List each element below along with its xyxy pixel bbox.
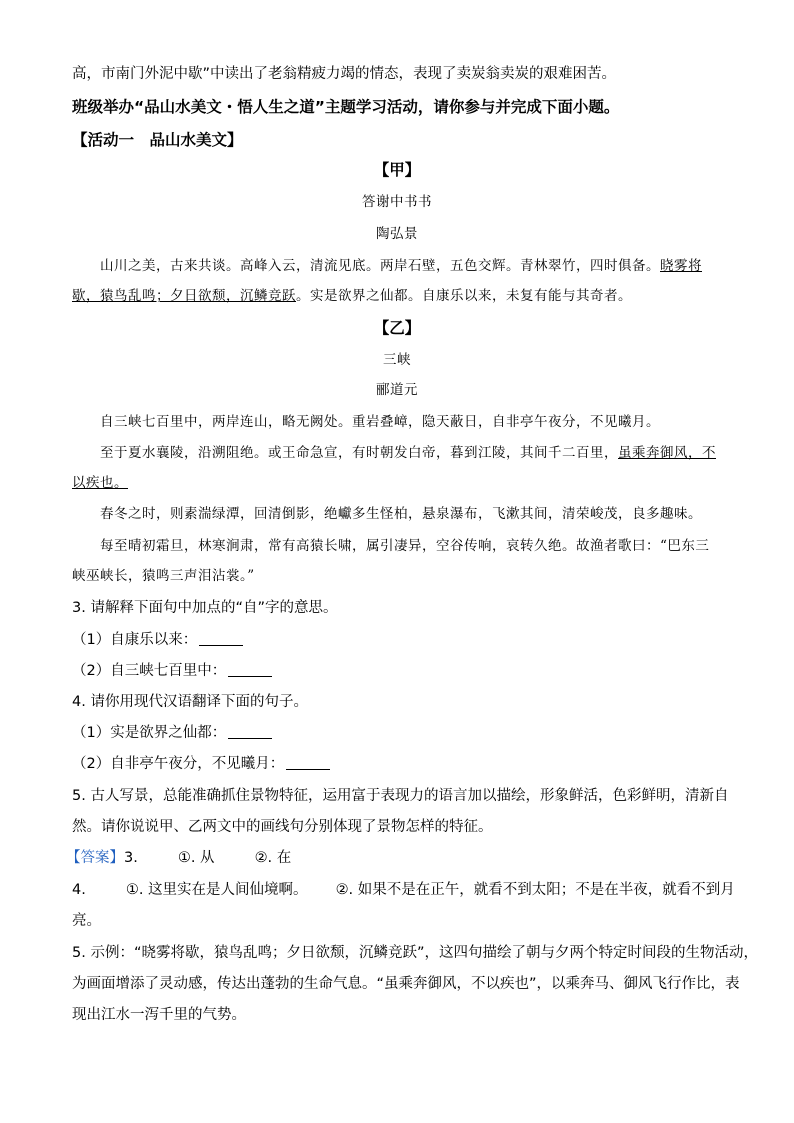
question-4-item-1-text: （1）实是欲界之仙都： [72, 725, 227, 741]
text-b-title: 三峡 [383, 352, 411, 368]
answer-3-number: 3. [124, 850, 138, 866]
answer-5-line2: 为画面增添了灵动感，传达出蓬勃的生命气息。“虽乘奔御风，不以疾也”，以乘奔马、御风飞行作比，表 [72, 976, 740, 992]
answer-blank [228, 662, 272, 677]
activity-one-heading: 【活动一 品山水美文】 [72, 131, 243, 149]
answer-blank [286, 755, 330, 770]
text-b-para-4-line1: 每至晴初霜旦，林寒涧肃，常有高猿长啸，属引凄异，空谷传响，哀转久绝。故渔者歌曰：“巴东三 [100, 538, 710, 554]
text-a-marker: 【甲】 [373, 161, 421, 179]
text-a-plain-end: 。实是欲界之仙都。自康乐以来，未复有能与其奇者。 [296, 288, 632, 304]
question-5-line2: 然。请你说说甲、乙两文中的画线句分别体现了景物怎样的特征。 [72, 819, 493, 835]
question-3-item-2-text: （2）自三峡七百里中： [72, 663, 227, 679]
question-4-item-1 [72, 723, 272, 743]
answer-5-line1: 5. 示例：“晓雾将歇，猿鸟乱鸣；夕日欲颓，沉鳞竞跃”，这四句描绘了朝与夕两个特定时间段的生物活动， [72, 945, 758, 961]
answer-3-part-1: ①. 从 [177, 850, 215, 866]
activity-heading: 班级举办“品山水美文・悟人生之道”主题学习活动，请你参与并完成下面小题。 [72, 98, 620, 116]
text-a-author: 陶弘景 [376, 226, 418, 242]
answer-4-part-1: ①. 这里实在是人间仙境啊。 [125, 882, 308, 898]
intro-tail-text: 高，市南门外泥中歇”中读出了老翁精疲力竭的情态，表现了卖炭翁卖炭的艰难困苦。 [72, 66, 617, 82]
answer-blank [199, 631, 243, 646]
question-4-item-2 [72, 754, 330, 774]
question-3-item-1 [72, 630, 243, 650]
text-b-para-1: 自三峡七百里中，两岸连山，略无阙处。重岩叠嶂，隐天蔽日，自非亭午夜分，不见曦月。 [100, 414, 660, 430]
text-a-title: 答谢中书书 [362, 194, 432, 210]
answer-4-part-2: ②. 如果不是在正午，就看不到太阳；不是在半夜，就看不到月 [335, 882, 735, 898]
text-b-underlined-start: 虽乘奔御风，不 [618, 445, 716, 461]
answer-3-part-2: ②. 在 [254, 850, 292, 866]
text-b-underlined-end: 以疾也。 [72, 475, 128, 491]
text-a-underlined-start: 晓雾将 [660, 258, 702, 274]
question-5-line1: 5. 古人写景，总能准确抓住景物特征，运用富于表现力的语言加以描绘，形象鲜活，色彩鲜明，清新自 [72, 788, 729, 804]
answer-4-line [72, 880, 735, 900]
text-b-author: 郦道元 [376, 382, 418, 398]
question-4-item-2-text: （2）自非亭午夜分，不见曦月： [72, 756, 285, 772]
answer-blank [228, 724, 272, 739]
text-a-para-line1 [100, 256, 702, 276]
text-b-para-2-line2 [72, 473, 128, 493]
answer-4-continuation: 亮。 [72, 913, 101, 929]
text-b-para-4-line2: 峡巫峡长，猿鸣三声泪沾裳。” [72, 568, 255, 584]
question-3-item-2 [72, 661, 272, 681]
answer-5-line3: 现出江水一泻千里的气势。 [72, 1007, 246, 1023]
answer-3-line [66, 848, 291, 868]
text-a-plain: 山川之美，古来共谈。高峰入云，清流见底。两岸石壁，五色交辉。青林翠竹，四时俱备。 [100, 258, 660, 274]
answer-4-number: 4. [72, 882, 86, 898]
answer-tag: 【答案】 [66, 850, 124, 866]
text-a-para-line2 [72, 286, 632, 306]
text-b-para-2-line1 [100, 443, 716, 463]
text-b-para-3: 春冬之时，则素湍绿潭，回清倒影，绝巘多生怪柏，悬泉瀑布，飞漱其间，清荣峻茂，良多趣味。 [100, 506, 702, 522]
question-3-stem: 3. 请解释下面句中加点的“自”字的意思。 [72, 600, 338, 616]
question-3-item-1-text: （1）自康乐以来： [72, 632, 198, 648]
text-b-marker: 【乙】 [373, 319, 421, 337]
text-a-underlined-end: 歇，猿鸟乱鸣；夕日欲颓，沉鳞竞跃 [72, 288, 296, 304]
question-4-stem: 4. 请你用现代汉语翻译下面的句子。 [72, 694, 308, 710]
text-b-para-2-plain: 至于夏水襄陵，沿溯阻绝。或王命急宣，有时朝发白帝，暮到江陵，其间千二百里， [100, 445, 618, 461]
